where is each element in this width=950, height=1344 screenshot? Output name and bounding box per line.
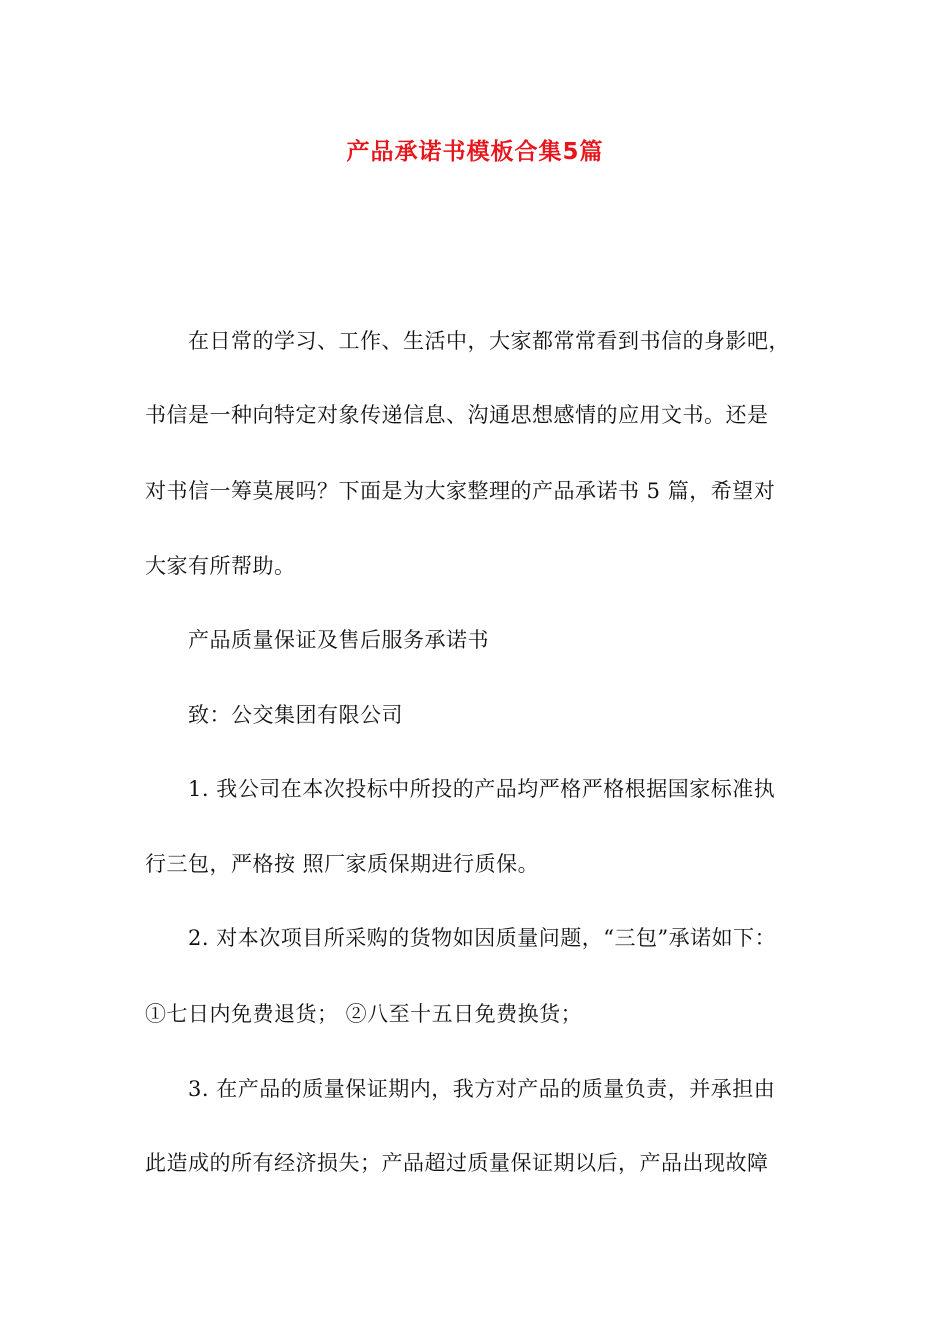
paragraph-line: 在日常的学习、工作、生活中，大家都常常看到书信的身影吧， bbox=[188, 329, 790, 353]
paragraph-line: 行三包，严格按 照厂家质保期进行质保。 bbox=[145, 852, 540, 876]
paragraph-line: 对书信一筹莫展吗？下面是为大家整理的产品承诺书 5 篇，希望对 bbox=[145, 479, 776, 503]
addressee-line: 致：公交集团有限公司 bbox=[188, 703, 403, 727]
paragraph-line: 3. 在产品的质量保证期内，我方对产品的质量负责，并承担由 bbox=[188, 1077, 776, 1101]
paragraph-line: 书信是一种向特定对象传递信息、沟通思想感情的应用文书。还是 bbox=[145, 403, 769, 427]
paragraph-line: 1. 我公司在本次投标中所投的产品均严格严格根据国家标准执 bbox=[188, 777, 776, 801]
section-heading: 产品质量保证及售后服务承诺书 bbox=[188, 628, 489, 652]
paragraph-line: 2. 对本次项目所采购的货物如因质量问题，“三包”承诺如下： bbox=[188, 926, 777, 950]
paragraph-line: 此造成的所有经济损失；产品超过质量保证期以后，产品出现故障 bbox=[145, 1151, 769, 1175]
document-title: 产品承诺书模板合集5篇 bbox=[346, 139, 604, 165]
paragraph-line: 大家有所帮助。 bbox=[145, 554, 296, 578]
paragraph-line: ①七日内免费退货； ②八至十五日免费换货； bbox=[145, 1002, 583, 1026]
